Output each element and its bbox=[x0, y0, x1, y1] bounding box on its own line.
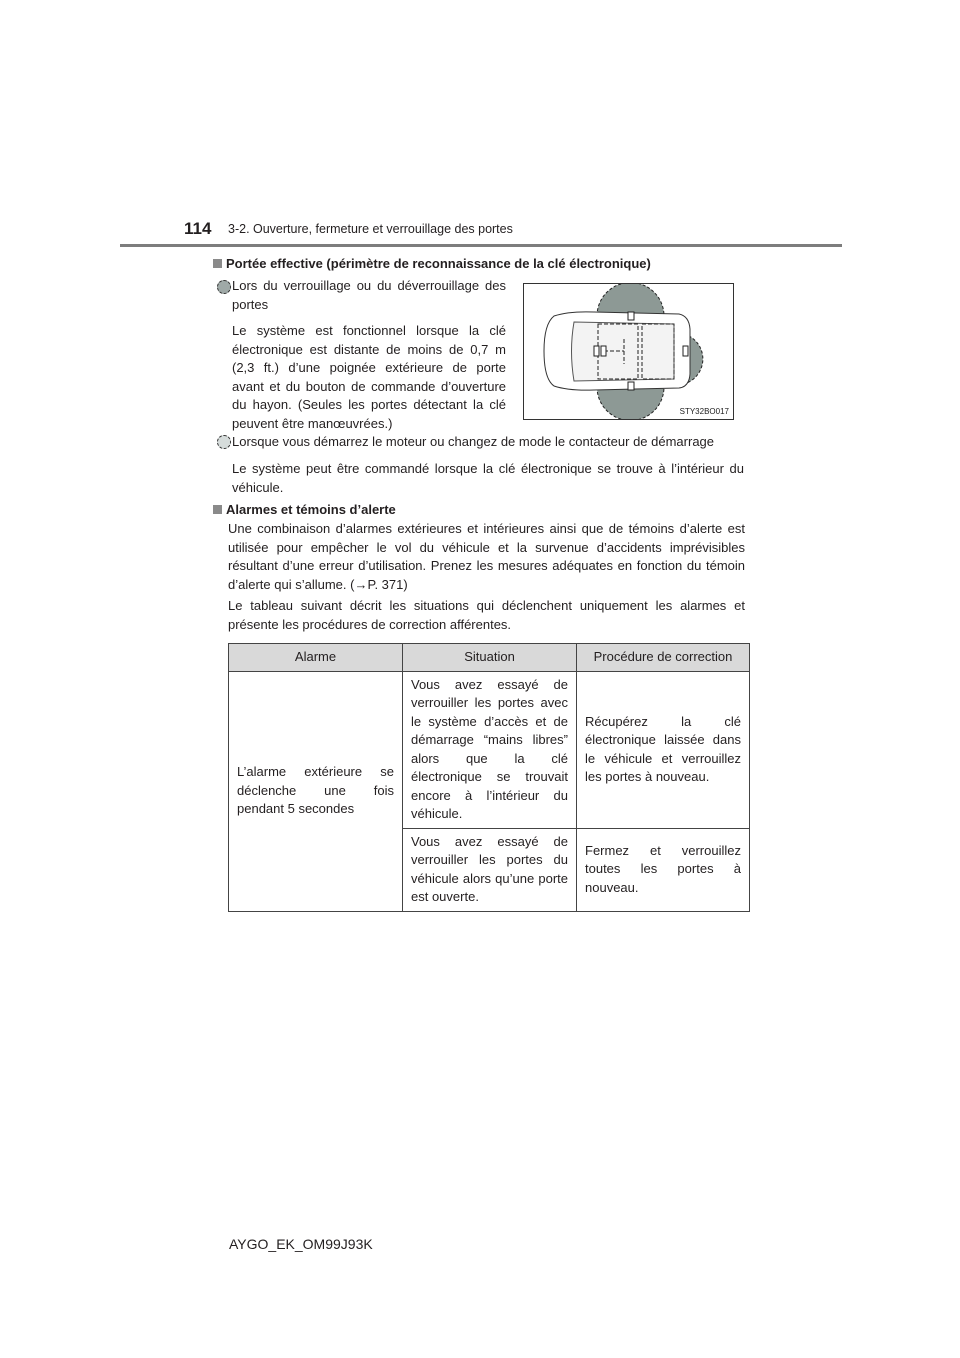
section-title: 3-2. Ouverture, fermeture et verrouillage des portes bbox=[228, 222, 513, 236]
item2-text: Le système peut être commandé lorsque la clé électronique se trouve à l’intérieur du véhicule. bbox=[232, 461, 744, 495]
procedure-cell: Fermez et verrouillez toutes les portes à nouveau. bbox=[577, 828, 750, 911]
col-header-alarm: Alarme bbox=[229, 644, 403, 672]
header-rule bbox=[120, 244, 842, 247]
alarm-table bbox=[228, 643, 750, 912]
heading-text: Alarmes et témoins d’alerte bbox=[226, 502, 396, 517]
dark-zone-icon bbox=[217, 280, 231, 294]
footer-code: AYGO_EK_OM99J93K bbox=[229, 1236, 373, 1252]
heading-text: Portée effective (périmètre de reconnaissance de la clé électronique) bbox=[226, 256, 651, 271]
col-header-situation: Situation bbox=[403, 644, 577, 672]
item1-title: Lors du verrouillage ou du déverrouillage des portes bbox=[232, 278, 506, 312]
situation-cell: Vous avez essayé de verrouiller les portes du véhicule alors qu’une porte est ouverte. bbox=[403, 828, 577, 911]
square-bullet-icon bbox=[213, 259, 222, 268]
item1-text: Le système est fonctionnel lorsque la clé électronique est distante de moins de 0,7 m (2,3 ft.) d’une poignée extérieure de porte avant et du bouton de commande d’ouverture du hayon. (Seules les portes détectant la clé peuvent être manœuvrées.) bbox=[232, 323, 506, 431]
figure-code: STY32BO017 bbox=[679, 407, 729, 416]
light-zone-icon bbox=[217, 435, 231, 449]
item2-title: Lorsque vous démarrez le moteur ou changez de mode le contacteur de démarrage bbox=[232, 434, 715, 449]
alarms-paragraph-1: Une combinaison d’alarmes extérieures et intérieures ainsi que de témoins d’alerte est utilisée pour empêcher le vol du véhicule et la survenue d’accidents imprévisibles résultant d’une erreur d’utilisation. Prenez les mesures adéquates en fonction du témoin d’alerte qui s’allume. (→P. 371) bbox=[228, 521, 745, 592]
procedure-cell: Récupérez la clé électronique laissée dans le véhicule et verrouillez les portes à nouveau. bbox=[577, 671, 750, 828]
table-row bbox=[229, 671, 750, 828]
key-range-figure bbox=[523, 283, 734, 420]
alarm-cell: L’alarme extérieure se déclenche une fois pendant 5 secondes bbox=[229, 671, 403, 911]
square-bullet-icon bbox=[213, 505, 222, 514]
heading-effective-range bbox=[213, 256, 651, 271]
car-range-diagram bbox=[524, 284, 733, 419]
alarms-paragraph-2: Le tableau suivant décrit les situations qui déclenchent uniquement les alarmes et présente les procédures de correction afférentes. bbox=[228, 598, 745, 632]
col-header-procedure: Procédure de correction bbox=[577, 644, 750, 672]
situation-cell: Vous avez essayé de verrouiller les portes avec le système d’accès et de démarrage “mains libres” alors que la clé électronique se trouvait encore à l’intérieur du véhicule. bbox=[403, 671, 577, 828]
heading-alarms bbox=[213, 502, 396, 517]
page-number: 114 bbox=[184, 219, 212, 238]
